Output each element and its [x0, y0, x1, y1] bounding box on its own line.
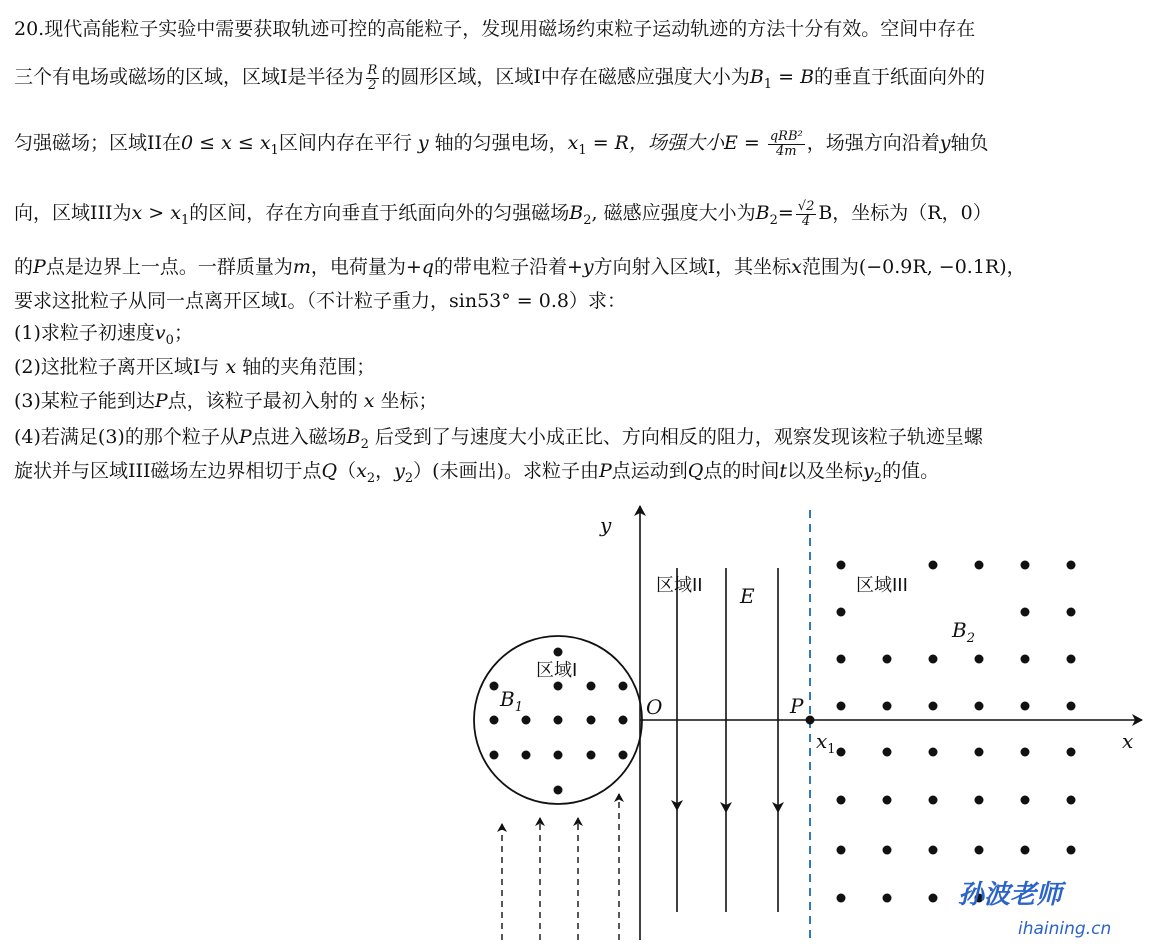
problem-line-3: 匀强磁场；区域II在$0 \le x \le x_1$区间内存在平行 y 轴的匀强电场，$x_1 = R$，场强大小E = $\frac{\text{qRB²}}{4m}$ ，场强方向沿着y轴负	[14, 128, 989, 159]
region-2-field-lines	[677, 568, 778, 912]
field-dot	[975, 748, 984, 757]
field-dot	[1067, 655, 1076, 664]
field-dot	[1067, 561, 1076, 570]
field-dot	[1067, 748, 1076, 757]
question-4-continued: 旋状并与区域III磁场左边界相切于点$Q(x_2$，$y_2$）(未画出)。求粒子由P点运动到Q点的时间t以及坐标$y_2$的值。	[14, 460, 940, 486]
field-dot	[837, 894, 846, 903]
field-dot	[1067, 796, 1076, 805]
field-dot	[1021, 748, 1030, 757]
incoming-particle-arrows	[502, 794, 619, 940]
field-dot	[619, 751, 628, 760]
question-2: (2)这批粒子离开区域I与 x 轴的夹角范围；	[14, 356, 376, 378]
field-dot	[837, 561, 846, 570]
field-dot	[975, 796, 984, 805]
field-dot	[975, 846, 984, 855]
field-dot	[975, 702, 984, 711]
field-dot	[522, 751, 531, 760]
field-dot	[837, 846, 846, 855]
region-3-field-dots	[837, 561, 1076, 903]
field-dot	[1021, 561, 1030, 570]
origin-label: O	[646, 695, 663, 719]
b1-label: $B_1$	[500, 687, 523, 715]
fraction-root2-over-4: $\frac{√2}{4}$	[797, 198, 815, 229]
field-dot	[1067, 702, 1076, 711]
field-dot	[883, 846, 892, 855]
region-1-label: 区域I	[536, 660, 578, 681]
x-axis-label: x	[1122, 729, 1134, 753]
field-dot	[929, 846, 938, 855]
field-dot	[929, 561, 938, 570]
field-dot	[1067, 846, 1076, 855]
field-dot	[554, 648, 563, 657]
field-dot	[929, 655, 938, 664]
b2-label: $B_2$	[952, 618, 975, 646]
problem-line-1: 20.现代高能粒子实验中需要获取轨迹可控的高能粒子，发现用磁场约束粒子运动轨迹的方法十分有效。空间中存在	[14, 18, 976, 40]
watermark-site: ihaining.cn	[1018, 919, 1112, 939]
field-dot	[929, 702, 938, 711]
field-dot	[883, 702, 892, 711]
field-dot	[883, 655, 892, 664]
field-dot	[1021, 846, 1030, 855]
field-dot	[554, 786, 563, 795]
field-dot	[554, 682, 563, 691]
problem-line-4: 向，区域III为$x > x_1$的区间，存在方向垂直于纸面向外的匀强磁场$B_2$, 磁感应强度大小为$B_2=$ $\frac{√2}{4}$ B，坐标为（R，0）	[14, 198, 992, 229]
field-dot	[975, 655, 984, 664]
field-dot	[837, 702, 846, 711]
problem-line-6: 要求这批粒子从同一点离开区域I。（不计粒子重力，sin53° = 0.8）求：	[14, 290, 626, 312]
y-axis-label: y	[600, 513, 612, 537]
field-dot	[587, 716, 596, 725]
field-dot	[522, 716, 531, 725]
field-dot	[929, 894, 938, 903]
region-2-label: 区域II	[656, 575, 703, 596]
field-dot	[837, 655, 846, 664]
x1-label: $x_1$	[816, 729, 836, 757]
field-dot	[1021, 796, 1030, 805]
problem-line-5: 的P点是边界上一点。一群质量为m，电荷量为+q的带电粒子沿着+y方向射入区域I，其坐标x范围为(−0.9R, −0.1R)，	[14, 256, 1026, 278]
field-dot	[1021, 608, 1030, 617]
field-dot	[837, 748, 846, 757]
watermark-brand: 孙波老师	[958, 880, 1063, 910]
field-dot	[490, 682, 499, 691]
field-dot	[490, 751, 499, 760]
fraction-field-strength: $\frac{\text{qRB²}}{4m}$	[769, 128, 803, 159]
problem-line-2: 三个有电场或磁场的区域，区域I是半径为 $\frac{R}{2}$ 的圆形区域，区域I中存在磁感应强度大小为$B_1 = B$的垂直于纸面向外的	[14, 62, 986, 93]
field-dot	[975, 561, 984, 570]
region-3-label: 区域III	[856, 575, 908, 596]
field-dot	[1067, 608, 1076, 617]
field-dot	[587, 751, 596, 760]
field-dot	[554, 716, 563, 725]
field-dot	[929, 796, 938, 805]
field-dot	[1021, 655, 1030, 664]
point-p-label: P	[790, 694, 804, 718]
field-dot	[554, 751, 563, 760]
field-dot	[837, 796, 846, 805]
field-dot	[837, 608, 846, 617]
field-dot	[883, 748, 892, 757]
field-dot	[1021, 702, 1030, 711]
field-dot	[929, 748, 938, 757]
field-dot	[883, 796, 892, 805]
field-dot	[490, 716, 499, 725]
field-dot	[587, 682, 596, 691]
field-dot	[619, 716, 628, 725]
question-3: (3)某粒子能到达P点，该粒子最初入射的 x 坐标；	[14, 390, 438, 412]
e-field-label: E	[740, 584, 755, 608]
field-dot	[883, 894, 892, 903]
question-1: (1)求粒子初速度$v_0$；	[14, 322, 193, 348]
fraction-r-over-2: $\frac{R}{2}$	[367, 62, 378, 93]
question-4: (4)若满足(3)的那个粒子从P点进入磁场$B_2$ 后受到了与速度大小成正比、方向相反的阻力，观察发现该粒子轨迹呈螺	[14, 426, 983, 452]
field-dot	[619, 682, 628, 691]
point-p	[806, 716, 815, 725]
